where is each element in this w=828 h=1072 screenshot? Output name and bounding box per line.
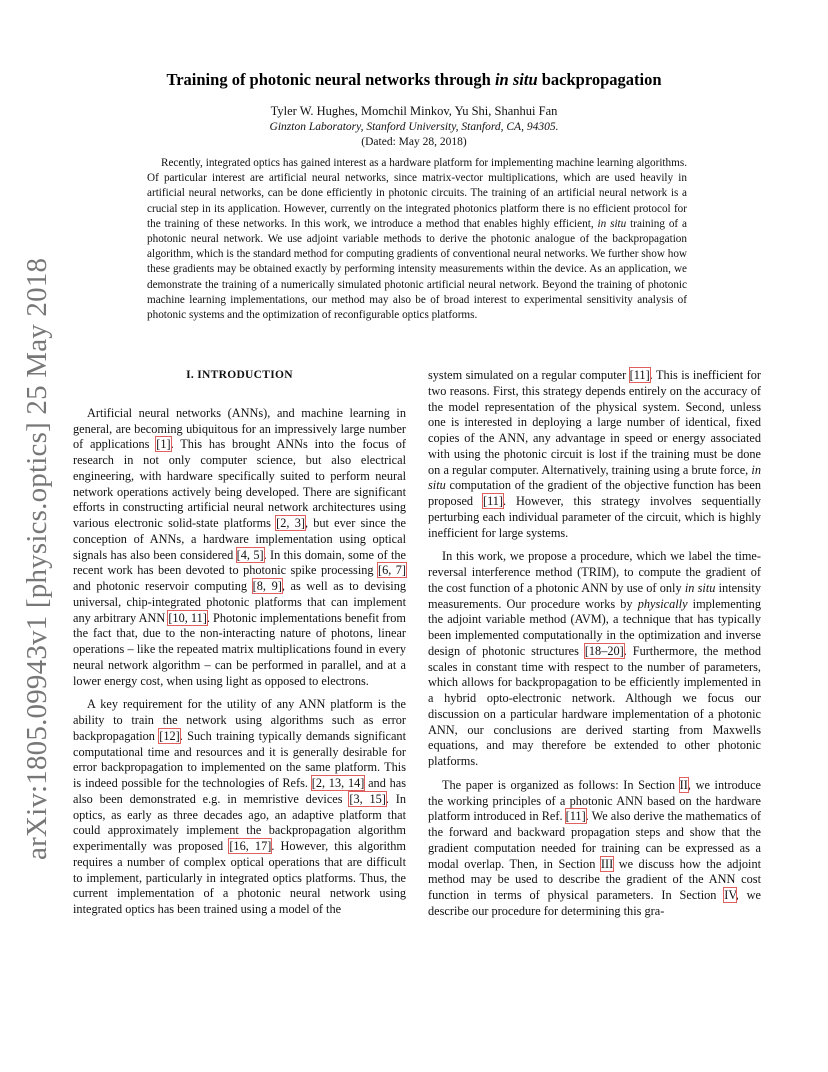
text-run: , we introduce the working principles of a photonic ANN based on the hardware platform introduced in Ref. — [428, 777, 761, 824]
abstract-text-1: Recently, integrated optics has gained interest as a hardware platform for implementing machine learning algorithms. Of particular interest are artificial neural networks, since matrix-vector multiplications, which are used heavily in artificial neural networks, can be done efficiently in photonic circuits. The training of an artificial neural network is a crucial step in its application. However, currently on the integrated photonics platform there is no efficient protocol for the training of these networks. In this work, we introduce a method that enables highly efficient, — [147, 157, 687, 230]
text-run: In this work, we propose a procedure, which we label the time-reversal interference method (TRIM), to compute the gradient of the cost function of a photonic ANN by use of only — [428, 549, 761, 595]
section-link[interactable]: II — [679, 777, 688, 792]
text-run: A key requirement for the utility of any ANN platform is the ability to train the network using algorithms such as error backpropagation — [73, 697, 406, 743]
text-run: . Furthermore, the method scales in constant time with respect to the number of parameters, which allows for backpropagation to be efficiently implemented in a hybrid opto-electronic network. Although we focus our discussion on a particular hardware implementation of a photonic ANN, our conclusions are derived starting from Maxwells equations, and may therefore be extended to other photonic platforms. — [428, 643, 761, 768]
paper-title — [0, 70, 828, 90]
abstract-italic: in situ — [597, 217, 627, 230]
text-run: . In this domain, some of the recent work has been devoted to photonic spike processing — [73, 547, 406, 578]
text-run: . In optics, as early as three decades ago, an adaptive platform that could approximately implement the backpropagation algorithm experimentally was proposed — [73, 791, 406, 853]
abstract-text-2: training of a photonic neural network. We use adjoint variable methods to derive the photonic analogue of the backpropagation algorithm, which is the standard method for computing gradients of conventional neural networks. We further show how these gradients may be obtained exactly by performing intensity measurements within the device. As an application, we demonstrate the training of a numerically simulated photonic artificial neural network. Beyond the training of photonic machine learning implementations, our method may also be of broad interest to experimental sensitivity analysis of photonic systems and the optimization of reconfigurable optics platforms. — [147, 217, 687, 322]
citation-link[interactable]: [12] — [159, 728, 180, 743]
text-run: implementing the adjoint variable method (AVM), a technique that has typically been implemented computationally in the optimization and inverse design of photonic structures — [428, 596, 761, 658]
text-run: . This has brought ANNs into the focus of research in not only computer science, but also electrical engineering, with hardware specifically suited to perform neural network operations actively being developed. There are significant efforts in constructing artificial neural network architectures using various electronic solid-state platforms — [73, 437, 406, 530]
date-line: (Dated: May 28, 2018) — [361, 136, 467, 148]
text-run: , as well as to devising universal, chip-integrated photonic platforms that can implement any arbitrary ANN — [73, 579, 406, 625]
title-suffix: backpropagation — [537, 70, 662, 89]
text-run: computation of the gradient of the objective function has been proposed — [428, 478, 761, 508]
right-paragraph-3 — [428, 778, 761, 920]
right-column — [428, 368, 761, 928]
citation-link[interactable]: [4, 5] — [236, 547, 264, 562]
text-run: we discuss how the adjoint method may be used to describe the gradient of the ANN cost function in terms of physical parameters. In Section — [428, 856, 762, 902]
author-list: Tyler W. Hughes, Momchil Minkov, Yu Shi, Shanhui Fan — [270, 104, 558, 118]
text-run: . Such training typically demands significant computational time and resources and it is generally desirable for error backpropagation to implemented on the same platform. This is indeed possible for the technologies of Refs. — [73, 728, 406, 790]
italic-text: physically — [637, 596, 688, 611]
text-run: . Photonic implementations benefit from the fact that, due to the non-interacting nature of photons, linear operations – like the repeated matrix multiplications found in every neural network algorithm – can be performed in parallel, and at a lower energy cost, when using light as opposed to electrons. — [73, 610, 406, 688]
left-column — [73, 368, 406, 926]
citation-link[interactable]: [8, 9] — [252, 579, 282, 593]
citation-link[interactable]: [11] — [482, 494, 504, 508]
abstract — [147, 156, 687, 323]
citation-link[interactable]: [2, 3] — [276, 516, 305, 530]
citation-link[interactable]: [2, 13, 14] — [311, 776, 365, 790]
text-run: . This is inefficient for two reasons. First, this strategy depends entirely on the accuracy of the model representation of the physical system. Second, unless one is interested in deploying a large number of identical, fixed copies of the ANN, any advantage in speed or energy associated with using the photonic circuit is lost if the training must be done on a regular computer. Alternatively, training using a brute force, — [428, 368, 761, 477]
citation-link[interactable]: [18–20] — [584, 643, 624, 658]
right-paragraph-1 — [428, 368, 761, 541]
text-run: and has also been demonstrated e.g. in memristive devices — [73, 776, 407, 806]
citation-link[interactable]: [16, 17] — [229, 839, 272, 853]
section-heading-introduction: I. INTRODUCTION — [186, 369, 293, 381]
text-run: . We also derive the mathematics of the forward and backward propagation steps and show that the gradient computation needed for training can be expressed as a modal overlap. Then, in Section — [428, 809, 762, 871]
arxiv-identifier-stamp: arXiv:1805.09943v1 [physics.optics] 25 May 2018 — [21, 257, 53, 860]
right-paragraph-2 — [428, 549, 761, 770]
citation-link[interactable]: [10, 11] — [168, 610, 207, 625]
citation-link[interactable]: [6, 7] — [377, 563, 406, 578]
text-run: system simulated on a regular computer — [428, 368, 630, 382]
italic-text: in situ — [428, 462, 761, 493]
citation-link[interactable]: [11] — [629, 368, 650, 382]
italic-text: in situ — [684, 580, 716, 595]
section-link[interactable]: IV — [724, 888, 736, 902]
text-run: and photonic reservoir computing — [73, 579, 253, 593]
section-link[interactable]: III — [600, 856, 614, 871]
left-paragraph-2 — [73, 697, 406, 918]
text-run: . However, this algorithm requires a number of complex optical operations that are difficult to implement, particularly in integrated optics platforms. Thus, the current implementation of a photonic neural network using integrated optics has been trained using a model of the — [73, 839, 406, 916]
left-paragraph-1 — [73, 406, 406, 690]
text-run: , we describe our procedure for determining this gra- — [428, 888, 761, 918]
text-run: The paper is organized as follows: In Section — [442, 777, 680, 792]
citation-link[interactable]: [1] — [156, 437, 171, 452]
text-run: intensity measurements. Our procedure works by — [428, 580, 761, 611]
text-run: . However, this strategy involves sequentially perturbing each individual parameter of the circuit, which is highly inefficient for large systems. — [428, 494, 761, 540]
text-run: Artificial neural networks (ANNs), and machine learning in general, are becoming ubiquitous for an impressively large number of applications — [73, 405, 406, 452]
title-italic: in situ — [494, 70, 538, 89]
citation-link[interactable]: [11] — [565, 809, 586, 824]
text-run: , but ever since the conception of ANNs, a hardware implementation using optical signals has also been considered — [73, 516, 406, 562]
title-prefix: Training of photonic neural networks through — [166, 70, 495, 89]
affiliation: Ginzton Laboratory, Stanford University, Stanford, CA, 94305. — [269, 121, 559, 133]
citation-link[interactable]: [3, 15] — [349, 791, 386, 806]
